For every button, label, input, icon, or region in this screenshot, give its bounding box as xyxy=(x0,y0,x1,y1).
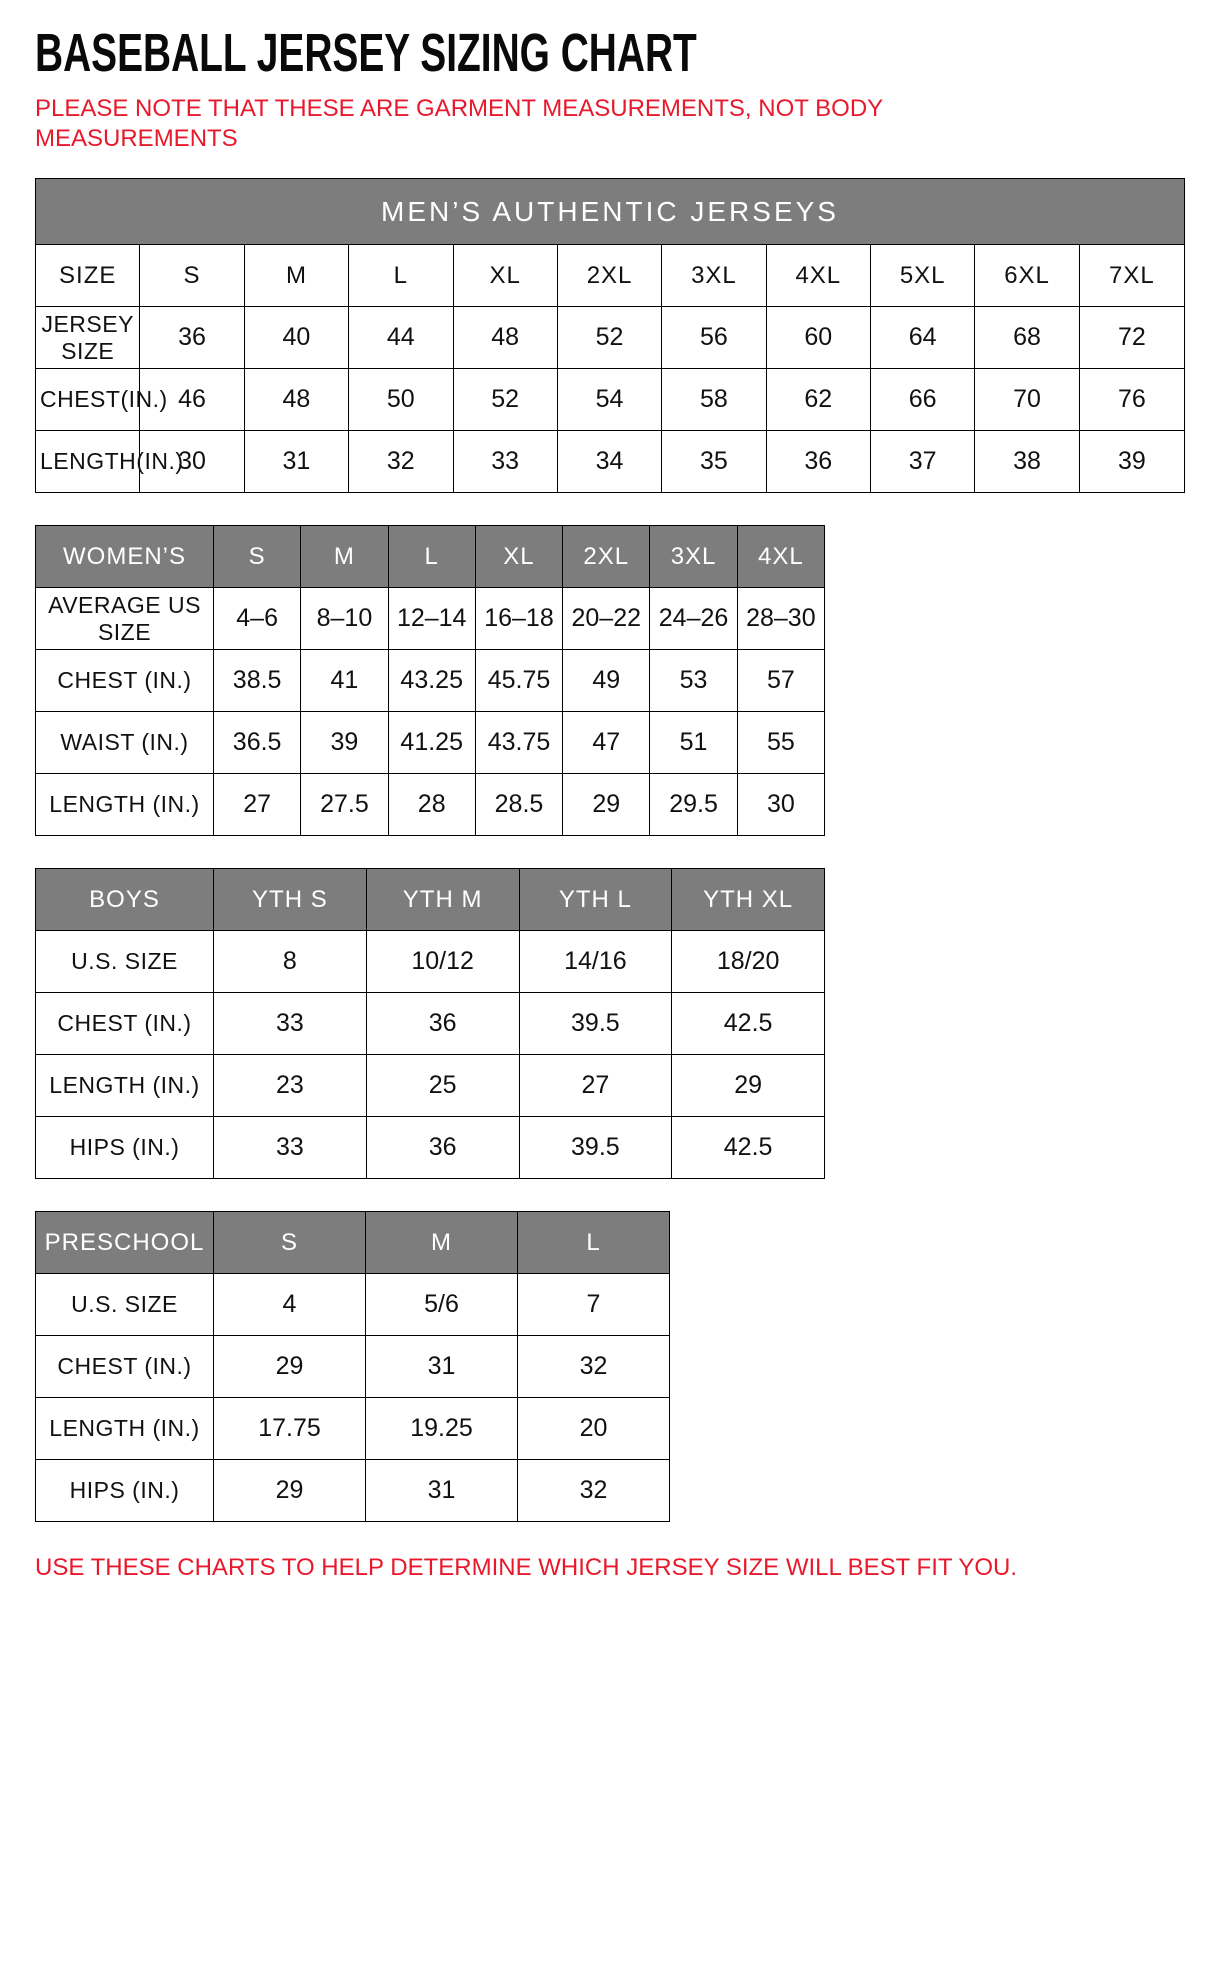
womens-value-cell: 51 xyxy=(650,712,737,774)
mens-value-cell: 31 xyxy=(244,431,348,493)
preschool-value-cell: 31 xyxy=(366,1460,518,1522)
mens-value-cell: 44 xyxy=(349,307,453,369)
mens-header-cell: XL xyxy=(453,245,557,307)
womens-value-cell: 55 xyxy=(737,712,824,774)
womens-value-cell: 4–6 xyxy=(214,588,301,650)
mens-value-cell: 39 xyxy=(1079,431,1184,493)
womens-value-cell: 24–26 xyxy=(650,588,737,650)
womens-header-cell: 2XL xyxy=(563,526,650,588)
mens-value-cell: 48 xyxy=(453,307,557,369)
mens-row-label: JERSEY SIZE xyxy=(36,307,140,369)
mens-header-cell: M xyxy=(244,245,348,307)
mens-value-cell: 38 xyxy=(975,431,1079,493)
boys-value-cell: 14/16 xyxy=(519,931,672,993)
preschool-value-cell: 31 xyxy=(366,1336,518,1398)
womens-row-label: CHEST (IN.) xyxy=(36,650,214,712)
womens-value-cell: 30 xyxy=(737,774,824,836)
mens-value-cell: 56 xyxy=(662,307,766,369)
preschool-value-cell: 29 xyxy=(214,1336,366,1398)
womens-header-row xyxy=(36,526,825,588)
womens-value-cell: 41 xyxy=(301,650,388,712)
womens-value-cell: 43.25 xyxy=(388,650,475,712)
preschool-value-cell: 32 xyxy=(518,1460,670,1522)
mens-header-cell: S xyxy=(140,245,244,307)
boys-value-cell: 27 xyxy=(519,1055,672,1117)
preschool-row xyxy=(36,1460,670,1522)
mens-value-cell: 48 xyxy=(244,369,348,431)
mens-value-cell: 35 xyxy=(662,431,766,493)
mens-table xyxy=(35,178,1185,493)
boys-row-label: CHEST (IN.) xyxy=(36,993,214,1055)
mens-value-cell: 37 xyxy=(871,431,975,493)
womens-row xyxy=(36,650,825,712)
mens-header-cell: SIZE xyxy=(36,245,140,307)
mens-header-cell: 4XL xyxy=(766,245,870,307)
womens-header-cell: XL xyxy=(475,526,562,588)
mens-row-label: CHEST(IN.) xyxy=(36,369,140,431)
boys-row xyxy=(36,931,825,993)
boys-header-cell: YTH XL xyxy=(672,869,825,931)
preschool-table xyxy=(35,1211,670,1522)
mens-value-cell: 33 xyxy=(453,431,557,493)
mens-value-cell: 40 xyxy=(244,307,348,369)
mens-value-cell: 52 xyxy=(453,369,557,431)
boys-row xyxy=(36,1117,825,1179)
boys-value-cell: 42.5 xyxy=(672,993,825,1055)
boys-table xyxy=(35,868,825,1179)
footer-note: USE THESE CHARTS TO HELP DETERMINE WHICH JERSEY SIZE WILL BEST FIT YOU. xyxy=(35,1554,1018,1581)
boys-value-cell: 33 xyxy=(214,1117,367,1179)
preschool-row xyxy=(36,1336,670,1398)
womens-value-cell: 29 xyxy=(563,774,650,836)
mens-value-cell: 68 xyxy=(975,307,1079,369)
womens-value-cell: 53 xyxy=(650,650,737,712)
womens-value-cell: 8–10 xyxy=(301,588,388,650)
mens-value-cell: 70 xyxy=(975,369,1079,431)
preschool-row-label: HIPS (IN.) xyxy=(36,1460,214,1522)
mens-value-cell: 72 xyxy=(1079,307,1184,369)
preschool-header-row xyxy=(36,1212,670,1274)
boys-row-label: U.S. SIZE xyxy=(36,931,214,993)
womens-value-cell: 43.75 xyxy=(475,712,562,774)
mens-banner: MEN’S AUTHENTIC JERSEYS xyxy=(36,179,1185,245)
womens-row-label: WAIST (IN.) xyxy=(36,712,214,774)
womens-header-cell: S xyxy=(214,526,301,588)
womens-value-cell: 36.5 xyxy=(214,712,301,774)
garment-measurements-note: PLEASE NOTE THAT THESE ARE GARMENT MEASUREMENTS, NOT BODY MEASUREMENTS xyxy=(35,95,883,152)
page-title: BASEBALL JERSEY SIZING CHART xyxy=(35,23,697,83)
mens-row xyxy=(36,307,1185,369)
mens-row-label: LENGTH(IN.) xyxy=(36,431,140,493)
mens-value-cell: 76 xyxy=(1079,369,1184,431)
womens-value-cell: 39 xyxy=(301,712,388,774)
mens-header-row xyxy=(36,245,1185,307)
boys-value-cell: 10/12 xyxy=(366,931,519,993)
womens-header-cell: L xyxy=(388,526,475,588)
womens-row-label: LENGTH (IN.) xyxy=(36,774,214,836)
mens-table-block xyxy=(35,178,1185,493)
boys-value-cell: 36 xyxy=(366,1117,519,1179)
mens-value-cell: 50 xyxy=(349,369,453,431)
preschool-header-cell: S xyxy=(214,1212,366,1274)
womens-value-cell: 27.5 xyxy=(301,774,388,836)
mens-header-cell: 5XL xyxy=(871,245,975,307)
mens-value-cell: 66 xyxy=(871,369,975,431)
mens-header-cell: L xyxy=(349,245,453,307)
boys-value-cell: 23 xyxy=(214,1055,367,1117)
womens-value-cell: 49 xyxy=(563,650,650,712)
womens-value-cell: 41.25 xyxy=(388,712,475,774)
womens-row-label: AVERAGE US SIZE xyxy=(36,588,214,650)
mens-header-cell: 3XL xyxy=(662,245,766,307)
mens-row xyxy=(36,431,1185,493)
mens-value-cell: 64 xyxy=(871,307,975,369)
preschool-value-cell: 20 xyxy=(518,1398,670,1460)
womens-value-cell: 57 xyxy=(737,650,824,712)
preschool-row-label: CHEST (IN.) xyxy=(36,1336,214,1398)
boys-value-cell: 25 xyxy=(366,1055,519,1117)
preschool-row xyxy=(36,1398,670,1460)
womens-value-cell: 28–30 xyxy=(737,588,824,650)
boys-header-cell: YTH L xyxy=(519,869,672,931)
mens-header-cell: 7XL xyxy=(1079,245,1184,307)
mens-value-cell: 46 xyxy=(140,369,244,431)
mens-value-cell: 32 xyxy=(349,431,453,493)
boys-value-cell: 39.5 xyxy=(519,1117,672,1179)
mens-value-cell: 58 xyxy=(662,369,766,431)
mens-value-cell: 54 xyxy=(557,369,661,431)
mens-value-cell: 62 xyxy=(766,369,870,431)
preschool-value-cell: 5/6 xyxy=(366,1274,518,1336)
preschool-header-cell: L xyxy=(518,1212,670,1274)
boys-row xyxy=(36,993,825,1055)
mens-value-cell: 36 xyxy=(140,307,244,369)
womens-value-cell: 27 xyxy=(214,774,301,836)
boys-value-cell: 8 xyxy=(214,931,367,993)
mens-value-cell: 34 xyxy=(557,431,661,493)
boys-value-cell: 18/20 xyxy=(672,931,825,993)
boys-row xyxy=(36,1055,825,1117)
preschool-value-cell: 4 xyxy=(214,1274,366,1336)
preschool-header-cell: PRESCHOOL xyxy=(36,1212,214,1274)
womens-row xyxy=(36,588,825,650)
boys-value-cell: 36 xyxy=(366,993,519,1055)
mens-value-cell: 30 xyxy=(140,431,244,493)
preschool-value-cell: 32 xyxy=(518,1336,670,1398)
womens-row xyxy=(36,774,825,836)
womens-value-cell: 29.5 xyxy=(650,774,737,836)
preschool-value-cell: 19.25 xyxy=(366,1398,518,1460)
womens-value-cell: 28.5 xyxy=(475,774,562,836)
mens-value-cell: 52 xyxy=(557,307,661,369)
womens-value-cell: 12–14 xyxy=(388,588,475,650)
womens-value-cell: 20–22 xyxy=(563,588,650,650)
preschool-row-label: LENGTH (IN.) xyxy=(36,1398,214,1460)
womens-table xyxy=(35,525,825,836)
womens-table-block xyxy=(35,525,1185,836)
womens-header-cell: 3XL xyxy=(650,526,737,588)
womens-value-cell: 28 xyxy=(388,774,475,836)
womens-value-cell: 16–18 xyxy=(475,588,562,650)
womens-row xyxy=(36,712,825,774)
mens-row xyxy=(36,369,1185,431)
boys-row-label: HIPS (IN.) xyxy=(36,1117,214,1179)
womens-header-cell: M xyxy=(301,526,388,588)
preschool-header-cell: M xyxy=(366,1212,518,1274)
womens-value-cell: 38.5 xyxy=(214,650,301,712)
womens-value-cell: 47 xyxy=(563,712,650,774)
boys-value-cell: 42.5 xyxy=(672,1117,825,1179)
boys-table-block xyxy=(35,868,1185,1179)
boys-header-cell: YTH S xyxy=(214,869,367,931)
boys-value-cell: 33 xyxy=(214,993,367,1055)
preschool-value-cell: 17.75 xyxy=(214,1398,366,1460)
boys-row-label: LENGTH (IN.) xyxy=(36,1055,214,1117)
womens-header-cell: WOMEN’S xyxy=(36,526,214,588)
mens-value-cell: 60 xyxy=(766,307,870,369)
boys-value-cell: 29 xyxy=(672,1055,825,1117)
preschool-value-cell: 7 xyxy=(518,1274,670,1336)
preschool-row-label: U.S. SIZE xyxy=(36,1274,214,1336)
boys-value-cell: 39.5 xyxy=(519,993,672,1055)
preschool-value-cell: 29 xyxy=(214,1460,366,1522)
mens-header-cell: 6XL xyxy=(975,245,1079,307)
preschool-row xyxy=(36,1274,670,1336)
womens-value-cell: 45.75 xyxy=(475,650,562,712)
boys-header-cell: BOYS xyxy=(36,869,214,931)
preschool-table-block xyxy=(35,1211,1185,1522)
boys-header-row xyxy=(36,869,825,931)
womens-header-cell: 4XL xyxy=(737,526,824,588)
boys-header-cell: YTH M xyxy=(366,869,519,931)
mens-header-cell: 2XL xyxy=(557,245,661,307)
mens-value-cell: 36 xyxy=(766,431,870,493)
